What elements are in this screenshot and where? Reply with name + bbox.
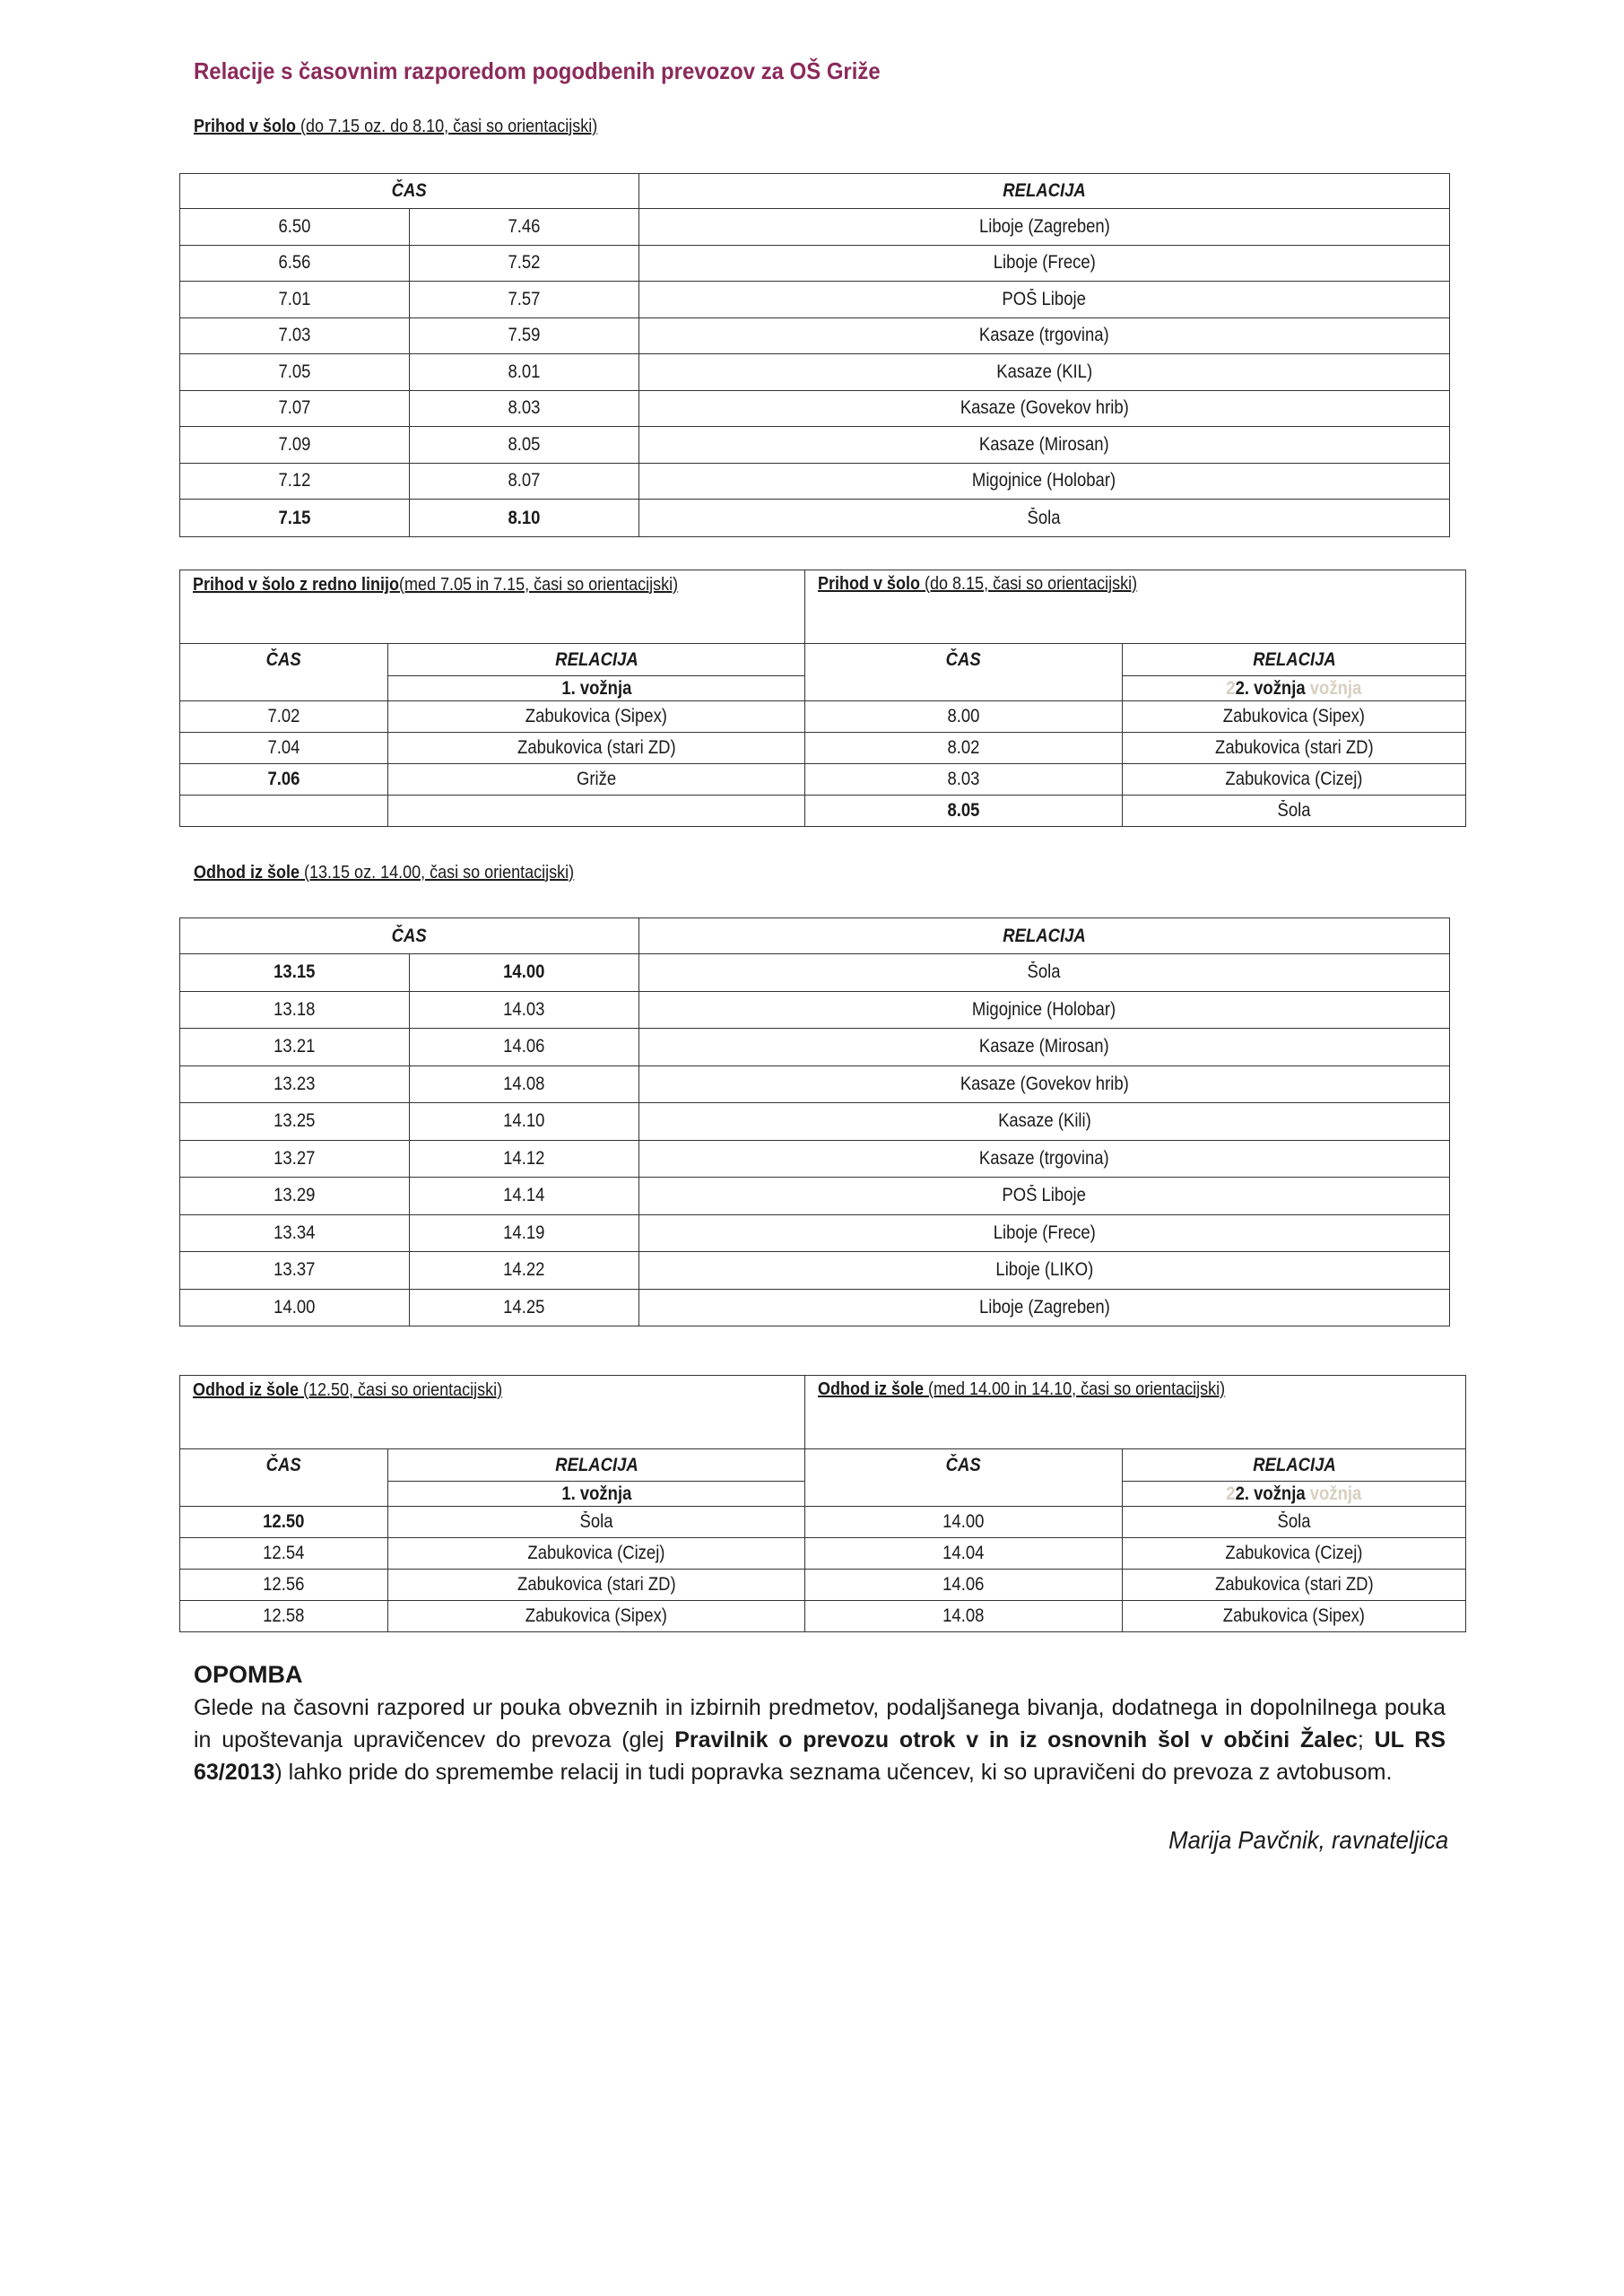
left-relation	[388, 701, 805, 733]
table-row	[180, 1140, 1450, 1178]
table-row	[180, 282, 1450, 318]
right-col-cas-header	[805, 644, 1123, 701]
right-relation-text: Zabukovica (Cizej)	[1225, 769, 1363, 789]
relation-text: Liboje (Zagreben)	[978, 1296, 1110, 1318]
right-time-text: 8.00	[947, 706, 980, 726]
section1-heading-bold: Prihod v šolo	[194, 117, 297, 136]
time-2	[410, 245, 639, 282]
relation-text: Migojnice (Holobar)	[972, 470, 1116, 491]
left-time	[180, 1570, 388, 1601]
left-relation-text: Zabukovica (stari ZD)	[517, 1574, 676, 1595]
time-1	[180, 1029, 410, 1066]
relation	[639, 1178, 1450, 1215]
time-2	[410, 390, 639, 427]
left-col-relacija-header	[388, 1449, 805, 1482]
left-relation	[388, 1570, 805, 1601]
right-run-faded: vožnja	[1310, 677, 1362, 699]
relation	[639, 354, 1450, 391]
right-relation	[1123, 1570, 1466, 1601]
left-time	[180, 701, 388, 733]
relation	[639, 1065, 1450, 1103]
right-relation	[1123, 796, 1466, 827]
right-heading-bold: Odhod iz šole	[818, 1379, 925, 1399]
table-row	[180, 1507, 1466, 1538]
right-relation-text: Zabukovica (Cizej)	[1225, 1543, 1363, 1563]
time-1	[180, 1103, 410, 1141]
relation-text: Liboje (Zagreben)	[978, 215, 1110, 237]
relation	[639, 209, 1450, 246]
table-row	[180, 764, 1466, 796]
left-time	[180, 796, 388, 827]
left-relation	[388, 1601, 805, 1632]
note-bold-1: Pravilnik o prevozu otrok v in iz osnovnih šol v občini Žalec	[674, 1727, 1358, 1752]
time-2-text: 14.08	[503, 1073, 545, 1094]
time-2	[410, 427, 639, 464]
right-time-text: 8.03	[947, 769, 980, 789]
right-relation-text: Šola	[1277, 800, 1311, 821]
relation-text: Kasaze (trgovina)	[979, 325, 1109, 346]
right-time-text: 8.05	[947, 800, 980, 821]
table-row	[180, 1252, 1450, 1290]
time-2	[410, 500, 639, 537]
right-time	[805, 796, 1123, 827]
time-2-text: 8.05	[508, 433, 541, 455]
time-1-text: 13.29	[274, 1185, 316, 1206]
time-2-text: 7.57	[508, 288, 541, 309]
left-time-text: 12.56	[263, 1574, 305, 1595]
note-text-2: ;	[1357, 1727, 1375, 1752]
time-1	[180, 1178, 410, 1215]
right-time-text: 8.02	[947, 737, 980, 758]
right-time-text: 14.04	[942, 1543, 985, 1563]
time-1-text: 7.12	[278, 470, 311, 491]
right-time	[805, 1538, 1123, 1570]
time-1-text: 7.07	[278, 397, 311, 419]
right-time-text: 14.00	[942, 1511, 985, 1532]
left-time-text: 7.02	[267, 706, 300, 726]
left-run-label-text: 1. vožnja	[560, 677, 632, 699]
right-heading-rest: (med 14.00 in 14.10, časi so orientacijski)	[924, 1379, 1226, 1399]
time-2	[410, 1140, 639, 1178]
left-time	[180, 764, 388, 796]
table-row	[180, 1103, 1450, 1141]
right-relation	[1123, 764, 1466, 796]
left-relation	[388, 733, 805, 764]
right-run-faded: vožnja	[1310, 1483, 1362, 1504]
table-row	[180, 1570, 1466, 1601]
left-col-cas-header-text: ČAS	[265, 1455, 302, 1475]
right-col-cas-header-text: ČAS	[946, 649, 982, 670]
right-run-prefix: 2	[1226, 677, 1236, 699]
relation	[639, 245, 1450, 282]
right-col-relacija-header-text: RELACIJA	[1252, 1454, 1336, 1475]
right-col-relacija-header	[1123, 1449, 1466, 1482]
note-heading: OPOMBA	[194, 1661, 303, 1688]
time-2-text: 14.10	[503, 1110, 545, 1132]
table-row	[180, 1029, 1450, 1066]
left-relation-text: Griže	[576, 769, 617, 789]
section1-heading	[194, 117, 597, 137]
table-row	[180, 954, 1450, 992]
relation-text: Kasaze (Govekov hrib)	[960, 397, 1129, 419]
col-relacija-header-text: RELACIJA	[1003, 925, 1086, 946]
time-2-text: 7.46	[508, 215, 541, 237]
col-cas-header	[180, 918, 639, 954]
right-run-prefix: 2	[1226, 1483, 1236, 1504]
time-2-text: 7.52	[508, 252, 541, 274]
relation	[639, 1214, 1450, 1252]
left-relation-text: Zabukovica (Cizej)	[527, 1543, 665, 1563]
left-heading-bold: Prihod v šolo z redno linijo	[193, 575, 400, 595]
time-2	[410, 317, 639, 354]
time-1-text: 13.25	[274, 1110, 316, 1132]
left-relation	[388, 1507, 805, 1538]
left-heading-bold: Odhod iz šole	[193, 1380, 300, 1400]
time-2	[410, 1252, 639, 1290]
time-2-text: 14.19	[503, 1222, 545, 1243]
left-relation-text: Šola	[579, 1511, 613, 1532]
table-row	[180, 245, 1450, 282]
table-row	[180, 500, 1450, 537]
time-2	[410, 954, 639, 992]
table-row	[180, 354, 1450, 391]
left-time-text: 12.58	[263, 1605, 305, 1626]
time-1-text: 7.05	[278, 361, 311, 382]
note-text-1: Glede na časovni razpored ur pouka obveznih in izbirnih predmetov, podaljšanega bivanja, dodatnega in dopolnilnega pouka in upoštevanja upravičencev do prevoza (glej	[194, 1695, 1446, 1752]
relation-text: POŠ Liboje	[1002, 288, 1087, 309]
left-time	[180, 1538, 388, 1570]
right-relation	[1123, 1507, 1466, 1538]
time-1-text: 6.50	[278, 215, 311, 237]
time-1-text: 7.01	[278, 288, 311, 309]
right-heading-rest: (do 8.15, časi so orientacijski)	[920, 574, 1138, 594]
right-relation	[1123, 1601, 1466, 1632]
time-1	[180, 1140, 410, 1178]
time-2	[410, 1065, 639, 1103]
left-run-label	[388, 1482, 805, 1507]
time-2	[410, 1214, 639, 1252]
table-header-row	[180, 1449, 1466, 1482]
relation	[639, 1289, 1450, 1326]
time-1-text: 7.03	[278, 325, 311, 346]
time-1	[180, 427, 410, 464]
left-run-label	[388, 676, 805, 701]
section3-heading	[194, 863, 574, 883]
left-time-text: 7.06	[267, 769, 300, 789]
heading-row	[180, 1376, 1466, 1449]
left-time	[180, 1507, 388, 1538]
table-header-row	[180, 918, 1450, 954]
relation-text: Kasaze (trgovina)	[979, 1147, 1109, 1169]
col-cas-header-text: ČAS	[391, 925, 428, 946]
table-row	[180, 209, 1450, 246]
time-1	[180, 954, 410, 992]
left-col-cas-header	[180, 644, 388, 701]
time-1	[180, 991, 410, 1029]
right-relation-text: Zabukovica (Sipex)	[1222, 706, 1366, 726]
table-row	[180, 1289, 1450, 1326]
relation-text: Migojnice (Holobar)	[972, 998, 1116, 1020]
note-body	[194, 1692, 1446, 1788]
departure-table	[179, 918, 1450, 1326]
relation-text: Liboje (Frece)	[993, 252, 1096, 274]
page-title: Relacije s časovnim razporedom pogodbenih prevozov za OŠ Griže	[194, 57, 881, 84]
time-1-text: 14.00	[274, 1296, 316, 1318]
time-2-text: 14.25	[503, 1296, 545, 1318]
time-2-text: 14.03	[503, 998, 545, 1020]
table-row	[180, 1601, 1466, 1632]
time-1	[180, 1252, 410, 1290]
time-2-text: 8.01	[508, 361, 541, 382]
relation-text: Šola	[1028, 961, 1061, 983]
relation-text: Liboje (LIKO)	[995, 1259, 1093, 1281]
relation-text: Šola	[1028, 507, 1061, 528]
right-run-label	[1123, 1482, 1466, 1507]
time-1	[180, 245, 410, 282]
relation	[639, 500, 1450, 537]
relation	[639, 282, 1450, 318]
time-1	[180, 317, 410, 354]
time-2	[410, 1029, 639, 1066]
arrival-table	[179, 173, 1450, 537]
right-col-cas-header-text: ČAS	[946, 1455, 982, 1475]
relation	[639, 463, 1450, 500]
time-1-text: 13.21	[274, 1036, 316, 1057]
left-relation-text: Zabukovica (Sipex)	[525, 1605, 668, 1626]
col-cas-header-text: ČAS	[391, 180, 428, 201]
left-col-cas-header	[180, 1449, 388, 1507]
time-2-text: 14.06	[503, 1036, 545, 1057]
signature: Marija Pavčnik, ravnateljica	[1168, 1826, 1448, 1854]
time-1-text: 13.27	[274, 1147, 316, 1169]
left-relation-text: Zabukovica (Sipex)	[525, 706, 668, 726]
note-text-3: ) lahko pride do spremembe relacij in tudi popravka seznama učencev, ki so upravičeni do prevoza z avtobusom.	[274, 1760, 1393, 1785]
regular-line-arrival-table	[179, 570, 1466, 827]
relation-text: Liboje (Frece)	[993, 1222, 1096, 1243]
right-col-relacija-header-text: RELACIJA	[1252, 648, 1336, 670]
table-row	[180, 701, 1466, 733]
table-row	[180, 733, 1466, 764]
time-2-text: 14.00	[503, 961, 545, 983]
table-row	[180, 1214, 1450, 1252]
right-run-text: 2. vožnja	[1235, 677, 1306, 699]
relation-text: Kasaze (KIL)	[996, 361, 1092, 382]
col-cas-header	[180, 174, 639, 209]
right-heading-bold: Prihod v šolo	[818, 574, 921, 594]
time-1-text: 6.56	[278, 252, 311, 274]
right-relation-text: Zabukovica (stari ZD)	[1214, 1574, 1374, 1595]
right-time	[805, 1570, 1123, 1601]
left-relation	[388, 764, 805, 796]
relation-text: Kasaze (Kili)	[997, 1110, 1091, 1132]
table-header-row	[180, 174, 1450, 209]
relation	[639, 317, 1450, 354]
left-time	[180, 1601, 388, 1632]
time-2	[410, 1103, 639, 1141]
left-relation	[388, 796, 805, 827]
right-time	[805, 1507, 1123, 1538]
time-1	[180, 1289, 410, 1326]
right-col-relacija-header	[1123, 644, 1466, 676]
right-relation-text: Šola	[1277, 1511, 1311, 1532]
right-heading-cell	[805, 1376, 1466, 1449]
left-col-relacija-header-text: RELACIJA	[554, 648, 638, 670]
left-time-text: 7.04	[267, 737, 300, 758]
right-run-text: 2. vožnja	[1235, 1483, 1306, 1504]
left-time-text: 12.50	[263, 1511, 305, 1532]
relation	[639, 427, 1450, 464]
table-row	[180, 991, 1450, 1029]
left-relation-text: Zabukovica (stari ZD)	[517, 737, 676, 758]
right-time	[805, 1601, 1123, 1632]
table-row	[180, 796, 1466, 827]
right-time-text: 14.08	[942, 1605, 985, 1626]
left-time	[180, 733, 388, 764]
section3-heading-rest: (13.15 oz. 14.00, časi so orientacijski)	[300, 863, 575, 883]
relation-text: Kasaze (Mirosan)	[979, 1036, 1109, 1057]
time-2	[410, 463, 639, 500]
left-time-text: 12.54	[263, 1543, 305, 1563]
right-relation	[1123, 701, 1466, 733]
table-row	[180, 1538, 1466, 1570]
time-2	[410, 282, 639, 318]
table-row	[180, 1065, 1450, 1103]
right-heading-cell	[805, 570, 1466, 644]
right-run-label	[1123, 676, 1466, 701]
time-2	[410, 991, 639, 1029]
left-heading-cell	[180, 1376, 805, 1449]
table-row	[180, 427, 1450, 464]
right-col-cas-header	[805, 1449, 1123, 1507]
time-2-text: 8.03	[508, 397, 541, 419]
right-time	[805, 733, 1123, 764]
time-2-text: 14.12	[503, 1147, 545, 1169]
left-col-relacija-header	[388, 644, 805, 676]
relation	[639, 1103, 1450, 1141]
time-1	[180, 390, 410, 427]
relation	[639, 1029, 1450, 1066]
relation-text: Kasaze (Mirosan)	[979, 433, 1109, 455]
right-relation-text: Zabukovica (stari ZD)	[1214, 737, 1374, 758]
note-bold-2: UL RS 63/2013	[194, 1727, 1446, 1785]
time-1	[180, 500, 410, 537]
right-time	[805, 764, 1123, 796]
table-row	[180, 463, 1450, 500]
relation	[639, 954, 1450, 992]
relation-text: POŠ Liboje	[1002, 1185, 1087, 1206]
heading-row	[180, 570, 1466, 644]
time-1-text: 13.34	[274, 1222, 316, 1243]
time-1-text: 13.37	[274, 1259, 316, 1281]
time-2-text: 8.07	[508, 470, 541, 491]
relation-text: Kasaze (Govekov hrib)	[960, 1073, 1129, 1094]
time-1-text: 13.15	[274, 961, 316, 983]
right-time	[805, 701, 1123, 733]
section3-heading-bold: Odhod iz šole	[194, 863, 300, 883]
time-1-text: 7.09	[278, 433, 311, 455]
table-header-row	[180, 644, 1466, 676]
time-1	[180, 282, 410, 318]
relation	[639, 1252, 1450, 1290]
left-run-label-text: 1. vožnja	[560, 1483, 632, 1504]
time-1	[180, 209, 410, 246]
time-2-text: 8.10	[508, 507, 541, 528]
time-2	[410, 209, 639, 246]
right-relation	[1123, 733, 1466, 764]
left-heading-rest: (med 7.05 in 7.15, časi so orientacijski)	[399, 575, 679, 595]
time-1	[180, 1065, 410, 1103]
time-2-text: 7.59	[508, 325, 541, 346]
time-1	[180, 1214, 410, 1252]
right-relation	[1123, 1538, 1466, 1570]
section1-heading-rest: (do 7.15 oz. do 8.10, časi so orientacijski)	[296, 117, 598, 136]
table-row	[180, 390, 1450, 427]
time-1-text: 13.18	[274, 998, 316, 1020]
col-relacija-header	[639, 174, 1450, 209]
time-1	[180, 354, 410, 391]
right-relation-text: Zabukovica (Sipex)	[1222, 1605, 1366, 1626]
time-2-text: 14.22	[503, 1259, 545, 1281]
early-departure-table	[179, 1375, 1466, 1632]
left-heading-cell	[180, 570, 805, 644]
left-heading-rest: (12.50, časi so orientacijski)	[299, 1380, 503, 1400]
relation	[639, 991, 1450, 1029]
left-col-relacija-header-text: RELACIJA	[554, 1454, 638, 1475]
left-relation	[388, 1538, 805, 1570]
time-2-text: 14.14	[503, 1185, 545, 1206]
relation	[639, 1140, 1450, 1178]
col-relacija-header-text: RELACIJA	[1003, 180, 1086, 201]
left-col-cas-header-text: ČAS	[265, 649, 302, 670]
time-1-text: 7.15	[278, 507, 311, 528]
col-relacija-header	[639, 918, 1450, 954]
time-1-text: 13.23	[274, 1073, 316, 1094]
time-2	[410, 354, 639, 391]
relation	[639, 390, 1450, 427]
time-2	[410, 1178, 639, 1215]
table-row	[180, 1178, 1450, 1215]
time-2	[410, 1289, 639, 1326]
right-time-text: 14.06	[942, 1574, 985, 1595]
time-1	[180, 463, 410, 500]
table-row	[180, 317, 1450, 354]
